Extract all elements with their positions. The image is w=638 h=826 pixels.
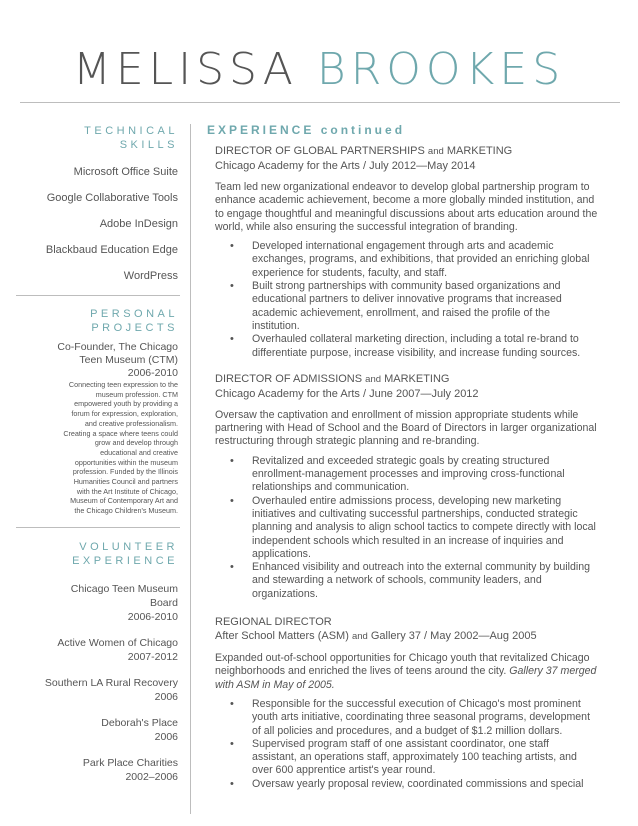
last-name: BROOKES	[316, 44, 566, 95]
volunteer-dates: 2006	[154, 690, 178, 703]
desc-text: neighborhoods and enriched the lives of teens around the city.	[215, 665, 507, 678]
desc-line: Creating a space where teens could	[63, 428, 178, 438]
job-title: REGIONAL DIRECTOR	[215, 616, 332, 629]
bullet-line: and stewarding a network of schools, community leaders, and	[252, 574, 542, 587]
job-entry	[205, 372, 610, 601]
desc-line: forum for expression, exploration,	[71, 409, 178, 419]
bullet-line: relationships and communication.	[252, 481, 410, 494]
bullet-line: differentiate purpose, increase visibility, and increase funding sources.	[252, 346, 581, 359]
desc-line: opportunities within the museum	[74, 457, 178, 467]
job-title-join: and	[427, 146, 444, 157]
bullet-line: over 600 apprentice artist's year round.	[252, 764, 436, 777]
desc-line: profession. Funded by the Illinois	[72, 467, 178, 477]
bullet-item	[252, 455, 610, 495]
volunteer-dates: 2007-2012	[127, 650, 178, 663]
job-bullets	[205, 698, 610, 791]
bullet-line: • Developed international engagement through arts and academic	[252, 240, 554, 253]
desc-line: partnering with Head of School and the Board of Directors in larger organizational	[215, 422, 597, 435]
volunteer-org: Park Place Charities	[82, 756, 178, 769]
project-title: Co-Founder, The Chicago	[57, 341, 178, 353]
desc-line	[215, 679, 610, 692]
volunteer-entry	[20, 676, 178, 704]
bullet-line: • Overhauled collateral marketing direction, including a total re-brand to	[252, 333, 579, 346]
desc-line: museum profession. CTM	[95, 389, 178, 399]
first-name: MELISSA	[72, 44, 298, 95]
project-title: Teen Museum (CTM)	[79, 354, 178, 366]
volunteer-org: Chicago Teen Museum	[70, 582, 178, 595]
volunteer-dates: 2006-2010	[127, 610, 178, 623]
job-org-join: and	[351, 631, 368, 643]
heading-line: PROJECTS	[91, 322, 178, 334]
job-title	[215, 372, 610, 387]
left-column	[20, 124, 178, 784]
job-org: Chicago Academy for the Arts / June 2007—July 2012	[215, 387, 479, 400]
bullet-line: experience for students, faculty, and staff.	[252, 266, 448, 279]
volunteer-heading	[20, 540, 178, 568]
job-title-rest: MARKETING	[384, 372, 450, 385]
bullet-item	[252, 333, 610, 360]
volunteer-org: Board	[149, 596, 178, 609]
heading-line: PERSONAL	[90, 308, 178, 320]
job-description	[215, 652, 610, 692]
job-org-b: Gallery 37 / May 2002—Aug 2005	[370, 630, 537, 643]
project-description	[20, 380, 178, 516]
desc-line: Museum of Contemporary Art and	[70, 496, 178, 506]
bullet-line: initiatives and cultivating successful partnerships, conducted strategic	[252, 507, 578, 520]
job-title-text: DIRECTOR OF GLOBAL PARTNERSHIPS	[215, 145, 425, 157]
bullet-line: institution.	[252, 319, 300, 332]
skill-item: Google Collaborative Tools	[46, 192, 178, 204]
job-description	[215, 409, 610, 449]
job-title-text: DIRECTOR OF ADMISSIONS	[215, 372, 363, 385]
skill-item: Blackbaud Education Edge	[45, 244, 178, 256]
volunteer-org: Deborah's Place	[101, 716, 178, 729]
bullet-item	[252, 240, 610, 280]
job-bullets	[205, 455, 610, 601]
desc-line: Expanded out-of-school opportunities for Chicago youth that revitalized Chicago	[215, 652, 590, 665]
bullet-line: enrollment-management processes and improving cross-functional	[252, 468, 565, 481]
bullet-line: planning and analysis to align school tactics to compete directly with local	[252, 521, 596, 534]
bullet-line: applications.	[252, 547, 311, 560]
volunteer-entry	[20, 756, 178, 784]
desc-line: and creative professionalism.	[84, 418, 178, 428]
technical-skills-heading: TECHNICAL SKILLS	[84, 125, 178, 151]
volunteer-org: Southern LA Rural Recovery	[44, 676, 178, 689]
bullet-line: • Revitalized and exceeded strategic goals by creating structured	[252, 454, 550, 467]
volunteer-dates: 2002–2006	[125, 770, 178, 783]
bullet-line: educational partners to deliver innovative programs that increased	[252, 293, 562, 306]
bullet-line: • Built strong partnerships with community based organizations and	[252, 280, 561, 293]
job-org: Chicago Academy for the Arts / July 2012—May 2014	[215, 160, 476, 172]
bullet-line: youth arts initiative, coordinating three seasonal programs, development	[252, 711, 591, 724]
heading-line: VOLUNTEER	[79, 540, 178, 553]
skill-item: WordPress	[123, 270, 178, 282]
job-org-a: After School Matters (ASM)	[215, 630, 349, 643]
bullet-line: exchanges, programs, and exhibitions, that provided an enriching global	[252, 253, 590, 266]
resume-name	[0, 44, 638, 95]
bullet-line: • Supervised program staff of one assistant coordinator, one staff	[252, 737, 549, 750]
skill-item: Adobe InDesign	[99, 218, 178, 230]
bullet-line: • Oversaw yearly proposal review, coordinated commissions and special	[252, 777, 584, 790]
right-column	[205, 122, 610, 791]
desc-line	[215, 665, 610, 678]
volunteer-entry	[20, 636, 178, 664]
bullet-line: • Overhauled entire admissions process, developing new marketing	[252, 494, 562, 507]
bullet-item	[252, 495, 610, 561]
desc-line: Oversaw the captivation and enrollment of mission appropriate students while	[215, 408, 579, 421]
column-divider	[190, 124, 191, 814]
bullet-line: assistant, an operations staff, approximately 100 teaching artists, and	[252, 751, 577, 764]
job-entry	[205, 144, 610, 360]
bullet-line: organizations.	[252, 587, 318, 600]
heading-line: EXPERIENCE	[72, 554, 178, 567]
desc-line: world, while also ensuring the successful integration of branding.	[215, 220, 518, 233]
bullet-line: • Enhanced visibility and outreach into the external community by building	[252, 561, 591, 574]
job-bullets	[205, 240, 610, 360]
project-dates: 2006-2010	[127, 367, 178, 379]
volunteer-org: Active Women of Chicago	[57, 636, 178, 649]
bullet-line: independent schools which resulted in an increase of inquiries and	[252, 534, 564, 547]
desc-line: with the Art Institute of Chicago,	[76, 486, 178, 496]
job-org	[215, 629, 610, 644]
desc-line: Humanities Council and partners	[73, 477, 178, 487]
personal-projects-heading	[20, 307, 178, 335]
desc-line: educational and creative	[100, 447, 178, 457]
bullet-item	[252, 698, 610, 738]
volunteer-entry	[20, 582, 178, 624]
job-title-join: and	[365, 373, 382, 385]
job-title-rest: MARKETING	[446, 145, 513, 157]
experience-heading: EXPERIENCE continued	[207, 123, 406, 137]
volunteer-dates: 2006	[154, 730, 178, 743]
bullet-item	[252, 738, 610, 778]
job-entry	[205, 615, 610, 791]
desc-italic: with ASM in May of 2005.	[215, 678, 335, 691]
desc-line: Connecting teen expression to the	[68, 380, 178, 389]
desc-line: enhance academic achievement, become a more globally minded institution, and	[215, 194, 595, 207]
desc-line: to engage thoughtful and meaningful discussions about arts education around the	[215, 207, 598, 220]
bullet-item	[252, 280, 610, 333]
skill-item: Microsoft Office Suite	[73, 166, 178, 178]
desc-line: restructuring through strategic planning and re-branding.	[215, 435, 480, 448]
desc-italic: Gallery 37 merged	[509, 665, 597, 678]
header-divider	[20, 102, 620, 103]
bullet-item	[252, 561, 610, 601]
bullet-line: of all policies and procedures, and a budget of $1.2 million dollars.	[252, 724, 563, 737]
bullet-item	[252, 778, 610, 791]
bullet-line: academic achievement, enrollment, and raised the profile of the	[252, 306, 550, 319]
desc-line: Team led new organizational endeavor to develop global partnership program to	[215, 181, 590, 193]
desc-line: the Chicago Children's Museum.	[74, 506, 178, 516]
desc-line: empowered youth by providing a	[74, 399, 178, 409]
volunteer-entry	[20, 716, 178, 744]
desc-line: grow and develop through	[94, 438, 178, 448]
bullet-line: • Responsible for the successful execution of Chicago's most prominent	[252, 697, 581, 710]
job-title	[215, 144, 610, 159]
job-description	[215, 181, 610, 234]
